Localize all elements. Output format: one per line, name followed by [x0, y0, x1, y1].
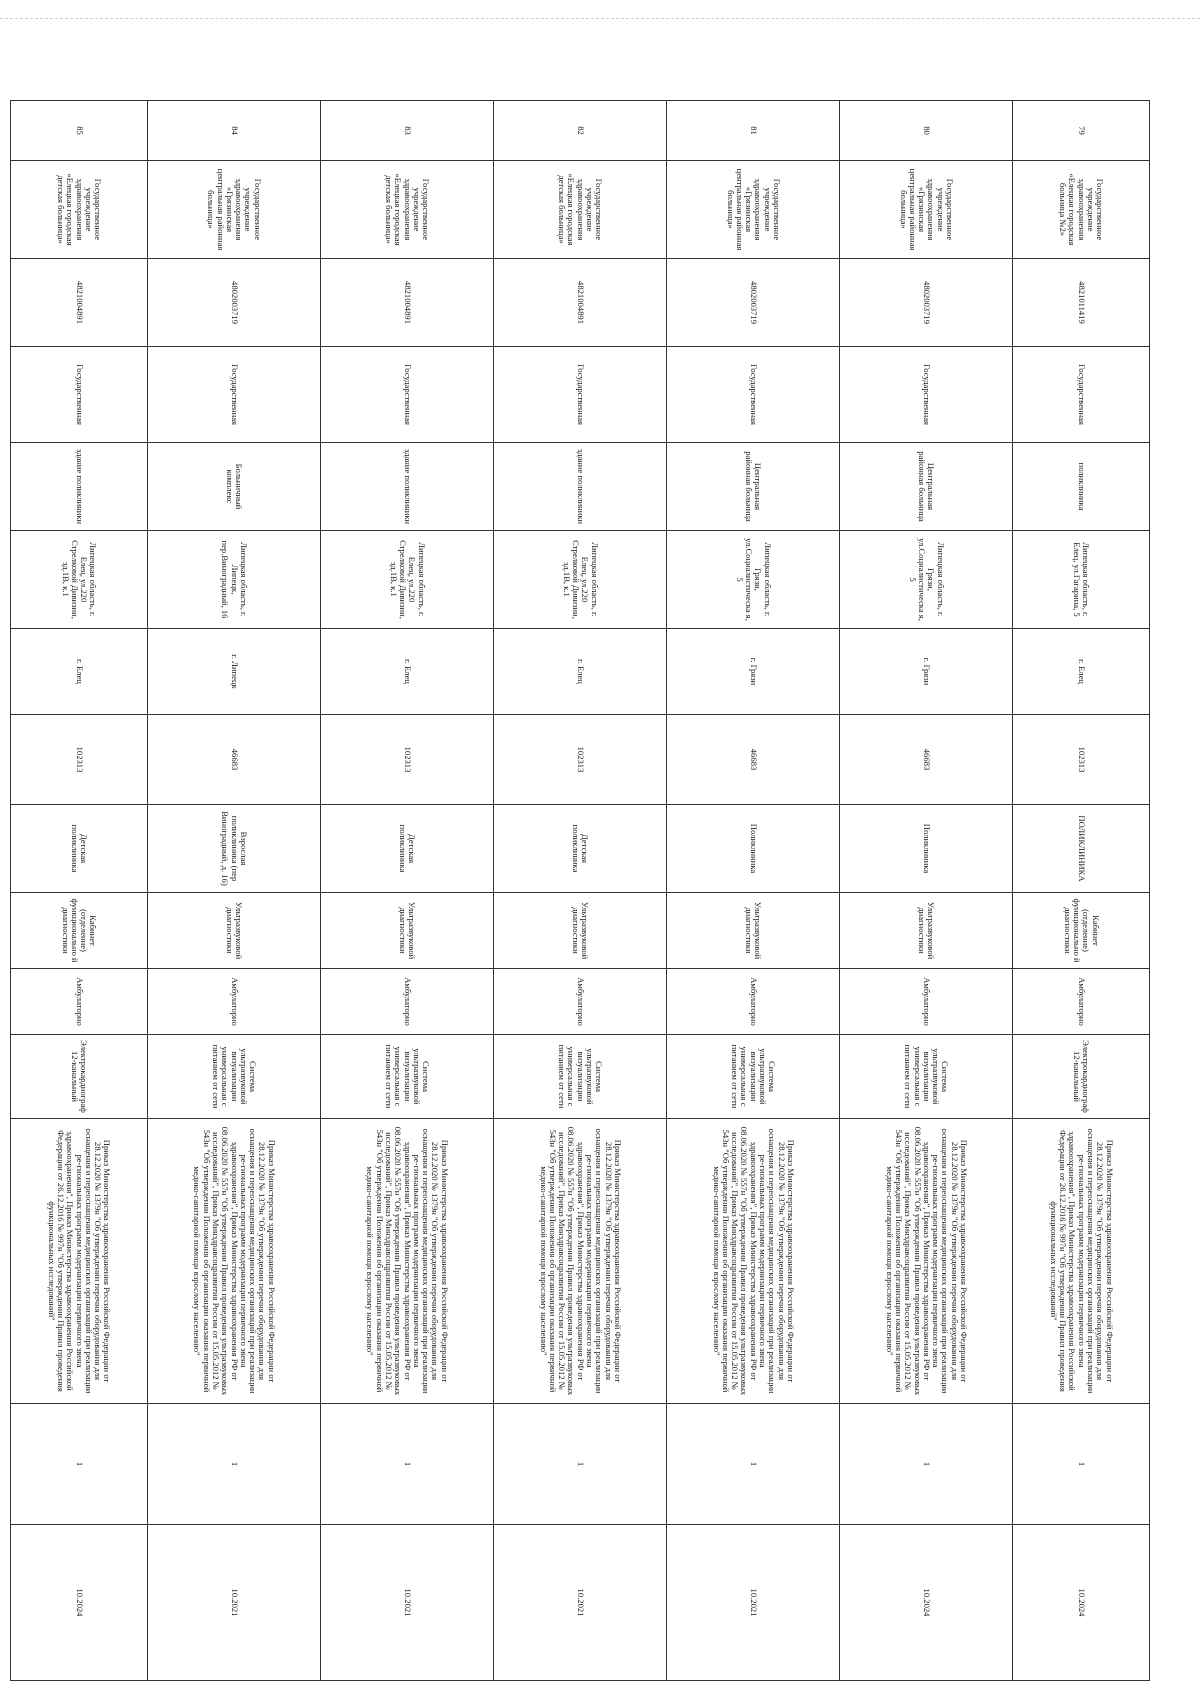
- cell-city: г. Елец: [493, 629, 666, 715]
- cell-date: 10.2024: [11, 1525, 148, 1681]
- cell-code: 102313: [493, 715, 666, 805]
- cell-qty: 1: [320, 1404, 493, 1525]
- cell-address: Липецкая область, г. Липецк, пер.Виноградный, 16: [147, 531, 320, 629]
- cell-institution: Государственное учреждение здравоохранения «Елецкая городская больница №2»: [1013, 161, 1150, 259]
- cell-basis: Приказ Министерства здравоохранения Российской Федерации от 28.12.2020 № 1379н "Об утверждении перечня оборудования для оснащения и переоснащения медицинских организаций при реализации ре-гиональных программ модернизации первичного звена здравоохранения", Приказ Министерства здравоохранения РФ от 08.06.2020 № 557н "Об утверждении Правил проведения ультразвуковых исследований", Приказ Минздравсоцразвития России от 15.05.2012 № 543н "Об утверждении Положения об организации оказания первичной медико-санитарной помощи взрослому населению": [667, 1119, 840, 1404]
- cell-inn: 4821004891: [11, 259, 148, 347]
- cell-num: 82: [493, 101, 666, 161]
- scan-edge-line: [0, 18, 1200, 19]
- cell-date: 10.2024: [840, 1525, 1013, 1681]
- cell-building: поликлиника: [1013, 443, 1150, 531]
- cell-ownership: Государственная: [840, 347, 1013, 443]
- cell-city: г. Липецк: [147, 629, 320, 715]
- cell-basis: Приказ Министерства здравоохранения Российской Федерации от 28.12.2020 № 1379н "Об утверждении перечня оборудования для оснащения и переоснащения медицинских организаций при реализации ре-гиональных программ модернизации первичного звена здравоохранения", Приказ Министерства здравоохранения Российской Федерации от 26.12.2016 № 997н "Об утверждении Правил проведения функциональных исследований": [1013, 1119, 1150, 1404]
- cell-ownership: Государственная: [147, 347, 320, 443]
- cell-code: 102313: [1013, 715, 1150, 805]
- cell-date: 10.2024: [1013, 1525, 1150, 1681]
- cell-care: Амбулаторно: [320, 969, 493, 1035]
- cell-inn: 4821011419: [1013, 259, 1150, 347]
- cell-basis: Приказ Министерства здравоохранения Российской Федерации от 28.12.2020 № 1379н "Об утверждении перечня оборудования для оснащения и переоснащения медицинских организаций при реализации ре-гиональных программ модернизации первичного звена здравоохранения", Приказ Министерства здравоохранения РФ от 08.06.2020 № 557н "Об утверждении Правил проведения ультразвуковых исследований", Приказ Минздравсоцразвития России от 15.05.2012 № 543н "Об утверждении Положения об организации оказания первичной медико-санитарной помощи взрослому населению": [840, 1119, 1013, 1404]
- cell-department: Ультразвуковой диагностики: [840, 893, 1013, 969]
- cell-department: Ультразвуковой диагностики: [493, 893, 666, 969]
- cell-basis: Приказ Министерства здравоохранения Российской Федерации от 28.12.2020 № 1379н "Об утверждении перечня оборудования для оснащения и переоснащения медицинских организаций при реализации ре-гиональных программ модернизации первичного звена здравоохранения", Приказ Министерства здравоохранения РФ от 08.06.2020 № 557н "Об утверждении Правил проведения ультразвуковых исследований", Приказ Минздравсоцразвития России от 15.05.2012 № 543н "Об утверждении Положения об организации оказания первичной медико-санитарной помощи взрослому населению": [320, 1119, 493, 1404]
- cell-equipment: Система ультразвуковой визуализации универсальная с питанием от сети: [840, 1035, 1013, 1119]
- cell-city: г. Грязи: [840, 629, 1013, 715]
- table-row: [1013, 101, 1150, 1681]
- cell-num: 80: [840, 101, 1013, 161]
- cell-care: Амбулаторно: [11, 969, 148, 1035]
- cell-equipment: Электрокардиограф 12-канальный: [1013, 1035, 1150, 1119]
- cell-institution: Государственное учреждение здравоохранения «Елецкая городская детская больница»: [493, 161, 666, 259]
- table-row: [320, 101, 493, 1681]
- cell-care: Амбулаторно: [840, 969, 1013, 1035]
- table-row: [493, 101, 666, 1681]
- cell-date: 10.2021: [320, 1525, 493, 1681]
- cell-equipment: Электрокардиограф 12-канальный: [11, 1035, 148, 1119]
- cell-num: 81: [667, 101, 840, 161]
- cell-address: Липецкая область, г. Грязи, ул.Социалистическа я, 5: [840, 531, 1013, 629]
- cell-department: Ультразвуковой диагностики: [320, 893, 493, 969]
- cell-unit: ПОЛИКЛИНИКА: [1013, 805, 1150, 893]
- cell-inn: 4802003719: [840, 259, 1013, 347]
- table-row: [11, 101, 148, 1681]
- cell-address: Липецкая область, г. Елец, ул.Гагарина, 5: [1013, 531, 1150, 629]
- cell-date: 10.2021: [493, 1525, 666, 1681]
- cell-unit: Детская поликлиника: [493, 805, 666, 893]
- cell-inn: 4802003719: [667, 259, 840, 347]
- cell-unit: Поликлиника: [840, 805, 1013, 893]
- cell-city: г. Грязи: [667, 629, 840, 715]
- table-row: [147, 101, 320, 1681]
- cell-care: Амбулаторно: [1013, 969, 1150, 1035]
- cell-num: 79: [1013, 101, 1150, 161]
- cell-ownership: Государственная: [493, 347, 666, 443]
- cell-institution: Государственное учреждение здравоохранения «Грязинская центральная районная больница»: [840, 161, 1013, 259]
- cell-institution: Государственное учреждение здравоохранения «Грязинская центральная районная больница»: [147, 161, 320, 259]
- cell-code: 102313: [320, 715, 493, 805]
- rotated-table-wrapper: [10, 100, 1150, 1677]
- cell-equipment: Система ультразвуковой визуализации универсальная с питанием от сети: [320, 1035, 493, 1119]
- cell-basis: Приказ Министерства здравоохранения Российской Федерации от 28.12.2020 № 1379н "Об утверждении перечня оборудования для оснащения и переоснащения медицинских организаций при реализации ре-гиональных программ модернизации первичного звена здравоохранения", Приказ Министерства здравоохранения РФ от 08.06.2020 № 557н "Об утверждении Правил проведения ультразвуковых исследований", Приказ Минздравсоцразвития России от 15.05.2012 № 543н "Об утверждении Положения об организации оказания первичной медико-санитарной помощи взрослому населению": [147, 1119, 320, 1404]
- table-row: [667, 101, 840, 1681]
- cell-date: 10.2021: [147, 1525, 320, 1681]
- cell-num: 85: [11, 101, 148, 161]
- cell-code: 102313: [11, 715, 148, 805]
- cell-code: 46683: [840, 715, 1013, 805]
- cell-institution: Государственное учреждение здравоохранения «Грязинская центральная районная больница»: [667, 161, 840, 259]
- cell-city: г. Елец: [320, 629, 493, 715]
- cell-address: Липецкая область, г. Елец, ул.220 Стрелковой Дивизии, зд.1В, к.1: [493, 531, 666, 629]
- equipment-table: [10, 100, 1150, 1681]
- cell-basis: Приказ Министерства здравоохранения Российской Федерации от 28.12.2020 № 1379н "Об утверждении перечня оборудования для оснащения и переоснащения медицинских организаций при реализации ре-гиональных программ модернизации первичного звена здравоохранения", Приказ Министерства здравоохранения Российской Федерации от 26.12.2016 № 997н "Об утверждении Правил проведения функциональных исследований": [11, 1119, 148, 1404]
- cell-unit: Взрослая поликлиника (пер Виноградный, д. 16): [147, 805, 320, 893]
- cell-care: Амбулаторно: [667, 969, 840, 1035]
- cell-num: 84: [147, 101, 320, 161]
- cell-unit: Детская поликлиника: [320, 805, 493, 893]
- cell-date: 10.2021: [667, 1525, 840, 1681]
- cell-equipment: Система ультразвуковой визуализации универсальная с питанием от сети: [147, 1035, 320, 1119]
- cell-ownership: Государственная: [1013, 347, 1150, 443]
- cell-inn: 4802003719: [147, 259, 320, 347]
- cell-code: 46683: [667, 715, 840, 805]
- cell-unit: Детская поликлиника: [11, 805, 148, 893]
- cell-department: Кабинет (отделение) функционально й диагностики: [1013, 893, 1150, 969]
- cell-inn: 4821004891: [493, 259, 666, 347]
- cell-num: 83: [320, 101, 493, 161]
- cell-code: 46683: [147, 715, 320, 805]
- table-row: [840, 101, 1013, 1681]
- cell-building: Центральная районная больница: [667, 443, 840, 531]
- cell-address: Липецкая область, г. Елец, ул.220 Стрелковой Дивизии, зд.1В, к.1: [11, 531, 148, 629]
- cell-equipment: Система ультразвуковой визуализации универсальная с питанием от сети: [493, 1035, 666, 1119]
- cell-basis: Приказ Министерства здравоохранения Российской Федерации от 28.12.2020 № 1379н "Об утверждении перечня оборудования для оснащения и переоснащения медицинских организаций при реализации ре-гиональных программ модернизации первичного звена здравоохранения", Приказ Министерства здравоохранения РФ от 08.06.2020 № 557н "Об утверждении Правил проведения ультразвуковых исследований", Приказ Минздравсоцразвития России от 15.05.2012 № 543н "Об утверждении Положения об организации оказания первичной медико-санитарной помощи взрослому населению": [493, 1119, 666, 1404]
- cell-building: здание поликлиники: [11, 443, 148, 531]
- cell-institution: Государственное учреждение здравоохранения «Елецкая городская детская больница»: [11, 161, 148, 259]
- cell-address: Липецкая область, г. Грязи, ул.Социалистическа я, 5: [667, 531, 840, 629]
- cell-ownership: Государственная: [320, 347, 493, 443]
- cell-department: Ультразвуковой диагностики: [667, 893, 840, 969]
- cell-qty: 1: [11, 1404, 148, 1525]
- cell-qty: 1: [840, 1404, 1013, 1525]
- cell-ownership: Государственная: [667, 347, 840, 443]
- cell-qty: 1: [493, 1404, 666, 1525]
- cell-qty: 1: [1013, 1404, 1150, 1525]
- cell-qty: 1: [667, 1404, 840, 1525]
- cell-qty: 1: [147, 1404, 320, 1525]
- cell-building: Больничный комплекс: [147, 443, 320, 531]
- cell-building: здание поликлиники: [493, 443, 666, 531]
- cell-city: г. Елец: [11, 629, 148, 715]
- cell-care: Амбулаторно: [147, 969, 320, 1035]
- cell-institution: Государственное учреждение здравоохранения «Елецкая городская детская больница»: [320, 161, 493, 259]
- table-body: [11, 101, 1150, 1681]
- cell-department: Ультразвуковой диагностики: [147, 893, 320, 969]
- cell-city: г. Елец: [1013, 629, 1150, 715]
- cell-building: Центральная районная больница: [840, 443, 1013, 531]
- cell-inn: 4821004891: [320, 259, 493, 347]
- cell-building: здание поликлиники: [320, 443, 493, 531]
- cell-unit: Поликлиника: [667, 805, 840, 893]
- cell-ownership: Государственная: [11, 347, 148, 443]
- cell-address: Липецкая область, г. Елец, ул.220 Стрелковой Дивизии, зд.1В, к.1: [320, 531, 493, 629]
- cell-care: Амбулаторно: [493, 969, 666, 1035]
- cell-equipment: Система ультразвуковой визуализации универсальная с питанием от сети: [667, 1035, 840, 1119]
- cell-department: Кабинет (отделение) функционально й диагностики: [11, 893, 148, 969]
